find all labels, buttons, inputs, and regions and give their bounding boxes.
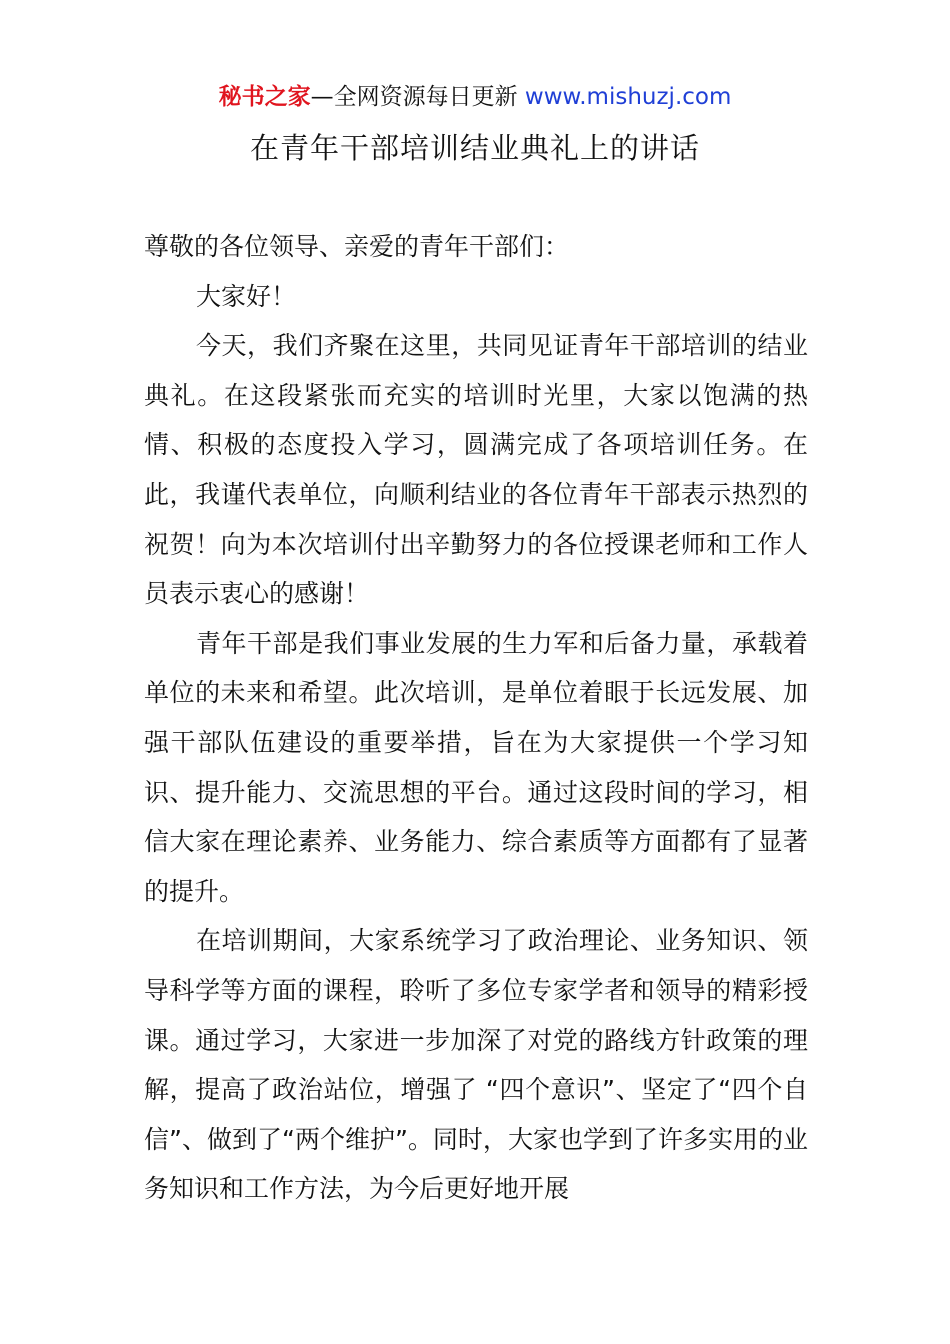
salutation: 尊敬的各位领导、亲爱的青年干部们： [144,232,570,261]
body-paragraph: 在培训期间，大家系统学习了政治理论、业务知识、领导科学等方面的课程，聆听了多位专家学者和领导的精彩授课。通过学习，大家进一步加深了对党的路线方针政策的理解，提高了政治站位，增强了 “四个意识”、坚定了“四个自信”、做到了“两个维护”。同时，大家也学到了许多实用的业务知识和工作方法，为今后更好地开展 [144,926,808,1204]
site-url-link[interactable]: www.mishuzj.com [524,84,732,110]
document-body [144,222,808,1214]
site-name: 秘书之家 [218,84,311,110]
greeting-paragraph: 大家好！ [196,281,297,311]
body-paragraph: 青年干部是我们事业发展的生力军和后备力量，承载着单位的未来和希望。此次培训，是单位着眼于长远发展、加强干部队伍建设的重要举措，旨在为大家提供一个学习知识、提升能力、交流思想的平台。通过这段时间的学习，相信大家在理论素养、业务能力、综合素质等方面都有了显著的提升。 [144,628,808,906]
body-paragraph: 今天，我们齐聚在这里，共同见证青年干部培训的结业典礼。在这段紧张而充实的培训时光里，大家以饱满的热情、积极的态度投入学习，圆满完成了各项培训任务。在此，我谨代表单位，向顺利结业的各位青年干部表示热烈的祝贺！向为本次培训付出辛勤努力的各位授课老师和工作人员表示衷心的感谢！ [144,331,808,609]
document-title: 在青年干部培训结业典礼上的讲话 [249,131,700,165]
site-tagline: —全网资源每日更新 [310,84,518,110]
site-header [0,80,950,114]
